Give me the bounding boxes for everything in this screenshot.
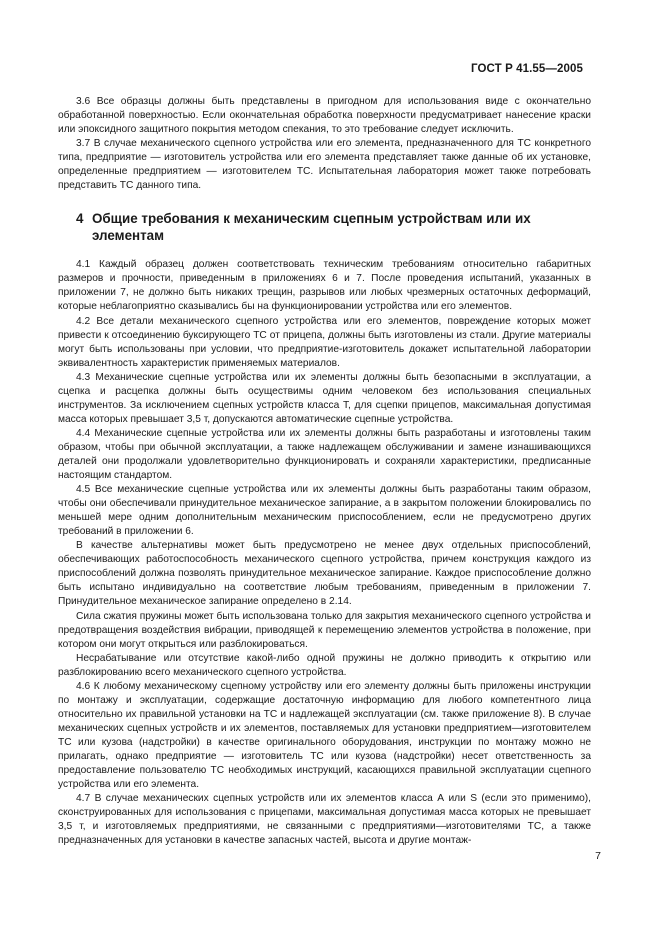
paragraph-4-7: 4.7 В случае механических сцепных устройств или их элементов класса А или S (если это применимо), сконструированных для использования с прицепами, максимальная допустимая масса которых не превышает 3,5 т, и изготовляемых предприятиями, не связанными с предприятиями—изготовителями ТС, а также предназначенных для установки в качестве запасных частей, высота и другие монтаж-	[58, 793, 591, 847]
section-number: 4	[76, 211, 84, 227]
paragraph-4-5: 4.5 Все механические сцепные устройства или их элементы должны быть разработаны таким образом, чтобы они обеспечивали принудительное механическое запирание, а в закрытом положении блокировались по меньшей мере одним дополнительным механическим приспособлением, если не предусмотрено других требований в приложении 6.	[58, 484, 591, 538]
paragraph-4-5-spring-failure: Несрабатывание или отсутствие какой-либо одной пружины не должно приводить к открытию или разблокированию всего механического сцепного устройства.	[58, 652, 591, 678]
paragraph-4-5-alternative: В качестве альтернативы может быть предусмотрено не менее двух отдельных приспособлений, обеспечивающих работоспособность механического сцепного устройства, причем конструкция каждого из приспособлений должна позволять принудительное механическое запирание. Каждое приспособление должно быть испытано индивидуально на соответствие любым требованиям, приведенным в приложении 7. Принудительное механическое запирание определено в 2.14.	[58, 540, 591, 608]
paragraph-4-1: 4.1 Каждый образец должен соответствовать техническим требованиям относительно габаритных размеров и прочности, приведенным в приложениях 6 и 7. После проведения испытаний, указанных в приложении 7, не должно быть никаких трещин, разрывов или любых чрезмерных остаточных деформаций, которые неблагоприятно сказывались бы на функционировании устройства или его элементов.	[58, 259, 591, 313]
paragraph-4-2: 4.2 Все детали механического сцепного устройства или его элементов, повреждение которых может привести к отсоединению буксирующего ТС от прицепа, должны быть изготовлены из стали. Другие материалы могут быть использованы при условии, что предприятие-изготовитель докажет испытательной лаборатории эквивалентность характеристик применяемых материалов.	[58, 315, 591, 369]
paragraph-4-5-spring-force: Сила сжатия пружины может быть использована только для закрытия механического сцепного устройства и предотвращения воздействия вибрации, приводящей к перемещению элементов устройства в положение, при котором они могут открыться или разблокироваться.	[58, 610, 591, 650]
page-content	[58, 95, 591, 848]
page-number: 7	[595, 850, 601, 862]
paragraph-4-3: 4.3 Механические сцепные устройства или их элементы должны быть безопасными в эксплуатации, а сцепка и расцепка должны быть осуществимы одним человеком без использования специальных инструментов. За исключением сцепных устройств класса Т, для сцепки прицепов, максимальная допустимая масса которых превышает 3,5 т, допускаются автоматические сцепные устройства.	[58, 371, 591, 425]
paragraph-3-6: 3.6 Все образцы должны быть представлены в пригодном для использования виде с окончательно обработанной поверхностью. Если окончательная обработка поверхности предусматривает нанесение краски или эпоксидного защитного покрытия методом спекания, то это требование следует исключить.	[58, 96, 591, 136]
paragraph-3-7: 3.7 В случае механического сцепного устройства или его элемента, предназначенного для ТС конкретного типа, предприятие — изготовитель устройства или его элемента представляет также данные об их установке, определенные предприятием — изготовителем ТС. Испытательная лаборатория может также потребовать представить ТС данного типа.	[58, 138, 591, 192]
section-title: Общие требования к механическим сцепным устройствам или их элементам	[92, 211, 531, 244]
section-heading	[76, 210, 591, 244]
document-header: ГОСТ Р 41.55—2005	[471, 63, 583, 75]
paragraph-4-4: 4.4 Механические сцепные устройства или их элементы должны быть разработаны и изготовлены таким образом, чтобы при обычной эксплуатации, а также надлежащем обслуживании и замене изнашивающихся деталей они продолжали удовлетворительно функционировать и сохраняли характеристики, предписанные настоящим стандартом.	[58, 427, 591, 482]
paragraph-4-6: 4.6 К любому механическому сцепному устройству или его элементу должны быть приложены инструкции по монтажу и эксплуатации, содержащие достаточную информацию для любого компетентного лица относительно их правильной установки на ТС и надлежащей эксплуатации (см. также приложение 8). В случае механических сцепных устройств и их элементов, поставляемых для установки предприятием—изготовителем ТС или кузова (надстройки) в качестве оригинального оборудования, инструкции по монтажу можно не прилагать, однако предприятие — изготовитель ТС или кузова (надстройки) несет ответственность за предоставление пользователю ТС необходимых инструкций, касающихся правильной эксплуатации сцепного устройства или его элемента.	[58, 680, 591, 791]
